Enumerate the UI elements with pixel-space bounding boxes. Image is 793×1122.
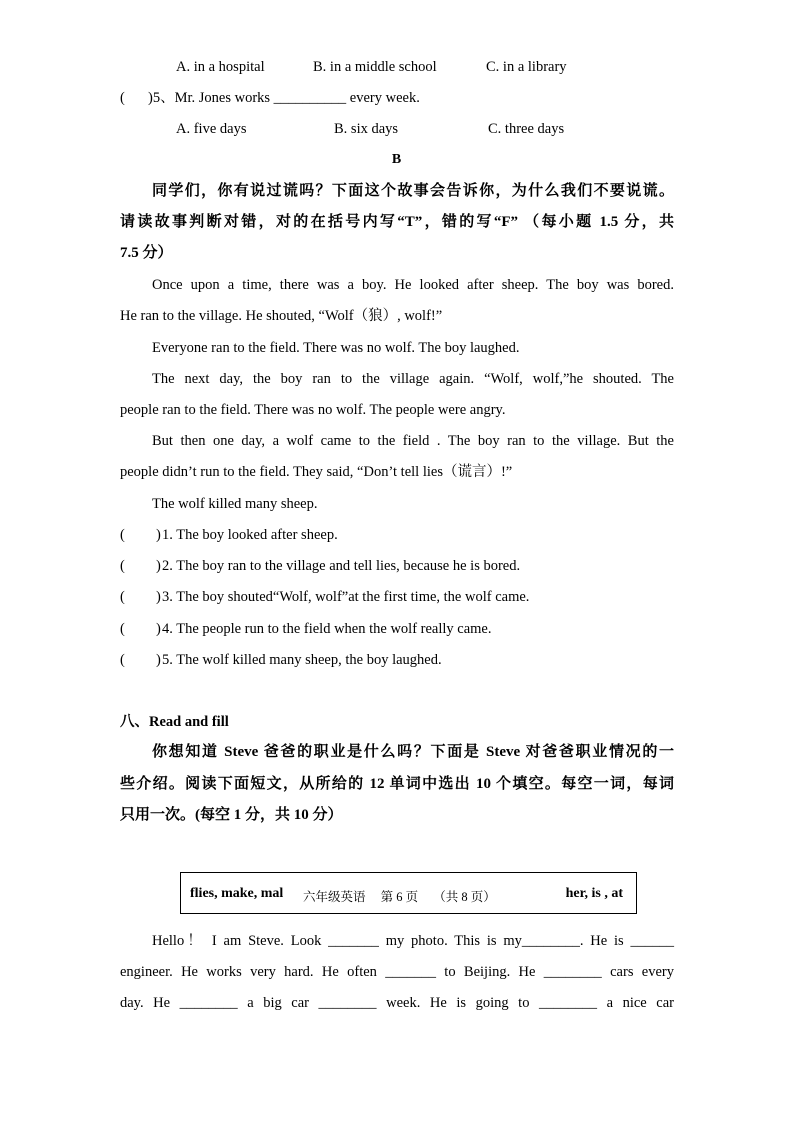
- story-line-8: The wolf killed many sheep.: [152, 496, 318, 512]
- story-line-7: people didn’t run to the field. They said, “Don’t tell lies（谎言）!”: [120, 464, 513, 480]
- answer-bracket-open: (: [120, 621, 125, 637]
- q5-question-text: 5、Mr. Jones works __________ every week.: [152, 90, 420, 106]
- answer-bracket-close: ): [156, 527, 161, 543]
- part-b-instruction-line-2: 请读故事判断对错，对的在括号内写“T”，错的写“F” （每小题 1.5 分，共: [120, 214, 674, 230]
- section-8-instruction-line-3: 只用一次。(每空 1 分，共 10 分）: [120, 807, 343, 823]
- section-8-instruction-line-2: 些介绍。阅读下面短文，从所给的 12 单词中选出 10 个填空。每空一词，每词: [120, 776, 674, 792]
- tf-question-text: 3. The boy shouted“Wolf, wolf”at the first time, the wolf came.: [162, 589, 530, 605]
- passage-line-1: Hello！ I am Steve. Look _______ my photo. This is my________. He is ______: [152, 933, 674, 949]
- word-bank-words-left: flies, make, mal: [190, 886, 284, 901]
- story-line-6: But then one day, a wolf came to the field . The boy ran to the village. But the: [152, 433, 674, 449]
- q5-option-c: C. three days: [488, 121, 565, 137]
- q5-bracket-close: ): [148, 90, 153, 106]
- answer-bracket-open: (: [120, 527, 125, 543]
- tf-question-text: 4. The people run to the field when the wolf really came.: [162, 621, 492, 637]
- answer-bracket-close: ): [156, 558, 161, 574]
- passage-line-3: day. He ________ a big car ________ week. He is going to ________ a nice car: [120, 995, 674, 1011]
- q4-options-row: [0, 57, 793, 77]
- answer-bracket-open: (: [120, 652, 125, 668]
- footer-page-total: （共 8 页）: [433, 890, 496, 904]
- tf-question-4: [120, 619, 674, 639]
- tf-question-3: [120, 587, 674, 607]
- tf-question-1: [120, 525, 674, 545]
- q5-options-row: [0, 119, 793, 139]
- section-8-heading: 八、Read and fill: [120, 714, 229, 730]
- story-line-5: people ran to the field. There was no wolf. The people were angry.: [120, 402, 506, 418]
- q5-stem: [148, 88, 420, 108]
- q4-option-a: A. in a hospital: [176, 59, 265, 75]
- part-b-instruction-line-3: 7.5 分）: [120, 245, 173, 261]
- word-bank-words-right: her, is , at: [565, 886, 623, 901]
- part-b-instruction-line-1: 同学们，你有说过谎吗？下面这个故事会告诉你，为什么我们不要说谎。: [152, 183, 674, 199]
- story-line-2: He ran to the village. He shouted, “Wolf（狼）, wolf!”: [120, 308, 443, 324]
- q4-option-b: B. in a middle school: [313, 59, 437, 75]
- tf-question-text: 1. The boy looked after sheep.: [162, 527, 338, 543]
- q4-option-c: C. in a library: [486, 59, 567, 75]
- q5-bracket-open: (: [120, 90, 125, 106]
- footer-subject: 六年级英语: [303, 890, 366, 904]
- story-line-4: The next day, the boy ran to the village again. “Wolf, wolf,”he shouted. The: [152, 371, 674, 387]
- q5-stem-row: [120, 88, 674, 108]
- q5-option-b: B. six days: [334, 121, 399, 137]
- answer-bracket-open: (: [120, 558, 125, 574]
- page-footer: [303, 887, 512, 907]
- part-b-label: B: [391, 152, 402, 167]
- tf-question-text: 2. The boy ran to the village and tell lies, because he is bored.: [162, 558, 521, 574]
- q5-option-a: A. five days: [176, 121, 247, 137]
- tf-question-5: [120, 650, 674, 670]
- passage-line-2: engineer. He works very hard. He often _______ to Beijing. He ________ cars every: [120, 964, 674, 980]
- answer-bracket-close: ): [156, 621, 161, 637]
- answer-bracket-close: ): [156, 652, 161, 668]
- story-line-1: Once upon a time, there was a boy. He looked after sheep. The boy was bored.: [152, 277, 674, 293]
- tf-question-2: [120, 556, 674, 576]
- section-8-instruction-line-1: 你想知道 Steve 爸爸的职业是什么吗？下面是 Steve 对爸爸职业情况的一: [152, 744, 674, 760]
- story-line-3: Everyone ran to the field. There was no wolf. The boy laughed.: [152, 340, 520, 356]
- answer-bracket-open: (: [120, 589, 125, 605]
- footer-page-number: 第 6 页: [380, 890, 419, 904]
- tf-question-text: 5. The wolf killed many sheep, the boy laughed.: [162, 652, 442, 668]
- answer-bracket-close: ): [156, 589, 161, 605]
